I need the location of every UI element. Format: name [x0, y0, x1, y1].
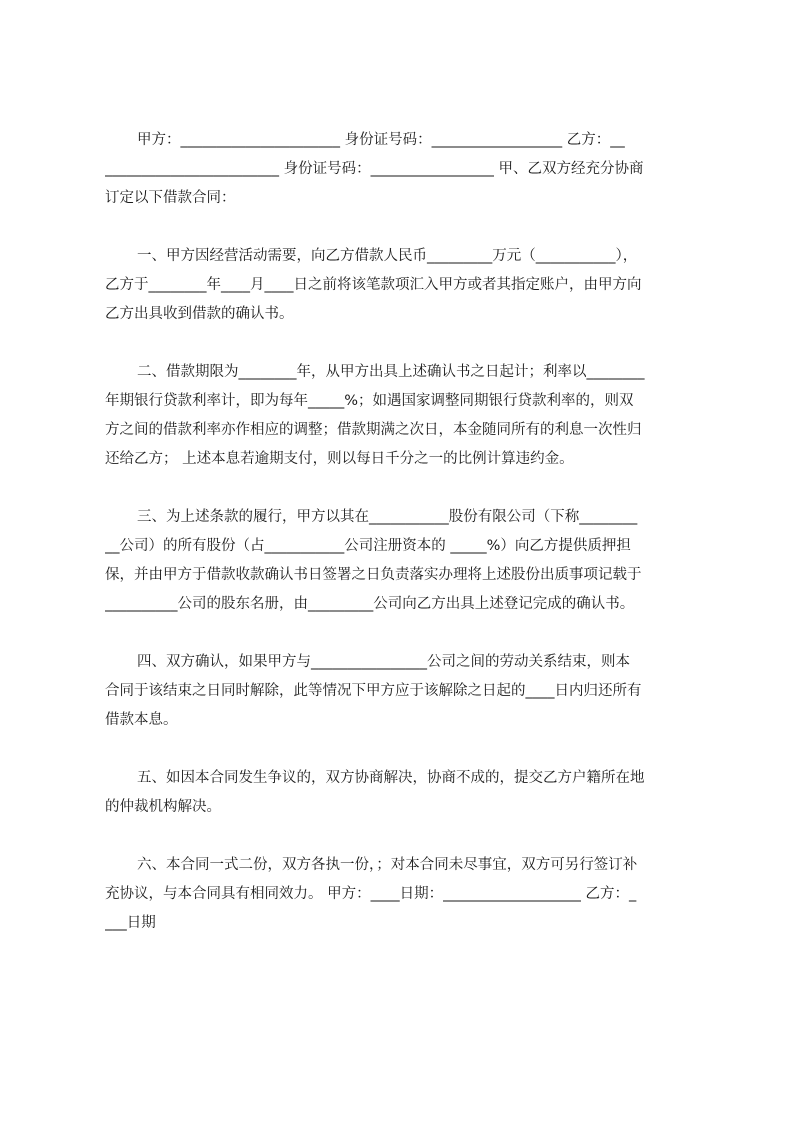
paragraph-gap — [105, 213, 700, 242]
clause-6-line-1: 六、本合同一式二份，双方各执一份，；对本合同未尽事宜，双方可另行签订补 — [137, 857, 638, 873]
clause-3-line-1: 三、为上述条款的履行，甲方以其在___________股份有限公司（下称________ — [137, 509, 638, 525]
clause-3-line-2: __公司）的所有股份（占___________公司注册资本的 _____%）向乙方提供质押担 — [105, 538, 631, 554]
clause-2-line-3: 方之间的借款利率亦作相应的调整；借款期满之次日，本金随同所有的利息一次性归 — [105, 422, 642, 438]
clause-1-line-1: 一、甲方因经营活动需要，向乙方借款人民币_________万元（___________）， — [137, 248, 638, 264]
clause-1-line-2: 乙方于________年____月____日之前将该笔款项汇入甲方或者其指定账户，由甲方向 — [105, 277, 642, 293]
intro-line-1: 甲方：______________________ 身份证号码：__________________ 乙方：__ — [137, 132, 625, 148]
paragraph-intro — [105, 126, 700, 213]
paragraph-gap — [105, 619, 700, 648]
clause-5-line-1: 五、如因本合同发生争议的，双方协商解决，协商不成的，提交乙方户籍所在地 — [137, 770, 645, 786]
clause-3-line-3: 保，并由甲方于借款收款确认书日签署之日负责落实办理将上述股份出质事项记载于 — [105, 567, 642, 583]
clause-4-line-2: 合同于该结束之日同时解除，此等情况下甲方应于该解除之日起的____日内归还所有 — [105, 683, 642, 699]
intro-line-3: 订定以下借款合同： — [105, 190, 236, 206]
paragraph-clause-2 — [105, 358, 700, 474]
paragraph-clause-3 — [105, 503, 700, 619]
paragraph-gap — [105, 822, 700, 851]
paragraph-clause-5 — [105, 764, 700, 822]
paragraph-gap — [105, 329, 700, 358]
paragraph-clause-1 — [105, 242, 700, 329]
paragraph-clause-4 — [105, 648, 700, 735]
clause-2-line-4: 还给乙方； 上述本息若逾期支付，则以每日千分之一的比例计算违约金。 — [105, 451, 574, 467]
contract-body — [105, 126, 700, 938]
clause-5-line-2: 的仲裁机构解决。 — [105, 799, 221, 815]
clause-3-line-4: __________公司的股东名册，由_________公司向乙方出具上述登记完成的确认书。 — [105, 596, 635, 612]
clause-6-line-2: 充协议，与本合同具有相同效力。 甲方：____日期：___________________ 乙方：_ — [105, 886, 637, 902]
clause-6-line-3: ___日期 — [105, 915, 156, 931]
intro-line-2: ________________________ 身份证号码：_________________ 甲、乙双方经充分协商 — [105, 161, 644, 177]
paragraph-clause-6 — [105, 851, 700, 938]
clause-4-line-3: 借款本息。 — [105, 712, 178, 728]
paragraph-gap — [105, 474, 700, 503]
clause-2-line-2: 年期银行贷款利率计，即为每年_____%；如遇国家调整同期银行贷款利率的，则双 — [105, 393, 634, 409]
paragraph-gap — [105, 735, 700, 764]
clause-2-line-1: 二、借款期限为________年，从甲方出具上述确认书之日起计；利率以________ — [137, 364, 645, 380]
clause-4-line-1: 四、双方确认，如果甲方与________________公司之间的劳动关系结束，则本 — [137, 654, 630, 670]
clause-1-line-3: 乙方出具收到借款的确认书。 — [105, 306, 294, 322]
